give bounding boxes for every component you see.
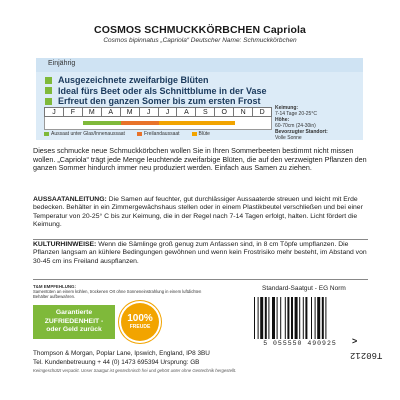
guarantee-line: oder Geld zurück: [46, 326, 102, 334]
legend-item: [192, 131, 210, 137]
sowing-heading: AUSSAATANLEITUNG:: [33, 196, 107, 203]
germination-value: 7-14 Tage 20-25°C: [275, 111, 317, 117]
calendar-month: S: [195, 107, 214, 117]
sowing-calendar: [44, 107, 272, 129]
germination-label: Keimung:: [275, 105, 299, 111]
feature-text: Erfreut den ganzen Somer bis zum ersten Frost: [58, 96, 261, 107]
packet-header: [0, 24, 400, 44]
divider: [33, 239, 368, 240]
barcode-image: [252, 297, 348, 339]
calendar-month: F: [63, 107, 82, 117]
height-label: Höhe:: [275, 117, 290, 123]
guarantee-line: Garantierte: [55, 309, 93, 317]
location-value: Volle Sonne: [275, 135, 302, 141]
badge-percent: 100%: [127, 313, 153, 324]
address-line: Tel. Kundenbetreuung + 44 (0) 1473 695394 Ursprung: GB: [33, 358, 200, 366]
product-subtitle: Cosmos bipinnatus „Capriola“ Deutscher Name: Schmuckkörbchen: [103, 37, 297, 44]
calendar-bar: [121, 121, 159, 125]
growing-info: [275, 105, 363, 141]
feature-text: Ausgezeichnete zweifarbige Blüten: [58, 75, 209, 86]
bullet-square-icon: [45, 77, 52, 84]
joy-badge: [121, 303, 159, 341]
feature-item: [45, 75, 365, 86]
calendar-legend: [44, 131, 272, 137]
calendar-bar: [159, 121, 235, 125]
calendar-month: J: [44, 107, 63, 117]
bullet-square-icon: [45, 98, 52, 105]
footer-note: Keimgeschützt verpackt. Unser Saatgut ist gentechnisch frei und gehört unter ohne Gentechnik hergestellt.: [33, 368, 237, 373]
legend-swatch: [137, 132, 142, 136]
calendar-month: A: [101, 107, 120, 117]
height-value: 60-70cm (24-30in): [275, 123, 316, 129]
address-line: Thompson & Morgan, Poplar Lane, Ipswich, England, IP8 3BU: [33, 350, 210, 357]
feature-item: [45, 86, 365, 97]
calendar-month: M: [82, 107, 101, 117]
company-address: [33, 350, 210, 367]
legend-swatch: [192, 132, 197, 136]
calendar-bars: [44, 117, 272, 130]
legend-swatch: [44, 132, 49, 136]
bullet-square-icon: [45, 87, 52, 94]
tm-text: Samentüten an einem kühlen, trockenen Ort ohne Sonneneinstrahlung in einem luftdichten Behälter aufbewahren.: [33, 289, 202, 299]
calendar-month: N: [233, 107, 252, 117]
barcode-mark: >: [352, 336, 358, 346]
product-code: T60212: [350, 350, 383, 360]
calendar-month: A: [176, 107, 195, 117]
calendar-month: J: [139, 107, 158, 117]
seed-standard: Standard-Saatgut - EG Norm: [262, 285, 346, 292]
tm-heading: T&M EMPFEHLUNG:: [33, 284, 76, 289]
product-description: Dieses schmucke neue Schmuckkörbchen wollen Sie in Ihren Sommerbeeten bestimmt nicht missen wollen. „Capriola“ trägt jede Menge leuchtende zweifarbige Blüten, die auf den verzweigten Pflanzen den ganzen Sommer hindurch immer neu produziert werden. Einfach aus Samen zu ziehen.: [33, 146, 367, 173]
tm-recommendation: [33, 284, 218, 299]
legend-label: Blüte: [198, 131, 210, 137]
legend-item: [137, 131, 180, 137]
calendar-month: J: [158, 107, 177, 117]
calendar-month: M: [120, 107, 139, 117]
legend-label: Freilandaussaat: [143, 131, 180, 137]
badge-word: FREUDE: [129, 324, 151, 330]
calendar-months: [44, 107, 272, 117]
legend-label: Aussaat unter Glas/Innenaussaat: [51, 131, 125, 137]
feature-list: [45, 75, 365, 107]
info-panel-top: [36, 58, 363, 72]
barcode-number: 5 055550 490925: [263, 340, 337, 347]
product-title: COSMOS SCHMUCKKÖRBCHEN Capriola: [94, 24, 306, 36]
sowing-instructions: [33, 196, 368, 229]
calendar-bar: [83, 121, 121, 125]
calendar-month: D: [252, 107, 272, 117]
guarantee-box: [33, 305, 115, 339]
divider: [33, 279, 368, 280]
culture-notes: [33, 241, 368, 266]
calendar-month: O: [214, 107, 233, 117]
location-label: Bevorzugter Standort:: [275, 129, 328, 135]
legend-item: [44, 131, 125, 137]
guarantee-line: ZUFRIEDENHEIT -: [44, 317, 104, 325]
culture-text: Wenn die Sämlinge groß genug zum Anfassen sind, in 8 cm Töpfe umpflanzen. Die Pflanzen langsam an kühlere Bedingungen gewöhnen und wenn kein Frostrisiko mehr besteht, im Abstand von 30-45 cm ins Freiland auspflanzen.: [33, 241, 367, 265]
culture-heading: KULTURHINWEISE:: [33, 241, 97, 248]
sowing-text: Die Samen auf feuchter, gut durchlässiger Aussaaterde streuen und leicht mit Erde bedecken. Behälter in ein Zimmergewächshaus stellen oder in einem Plastikbeutel verschließen und bei einer Temperatur von 20-25° C bis zur Keimung, die in der Regel nach 7-14 Tagen erfolgt, halten. Licht fördert die Keimung.: [33, 196, 363, 228]
feature-text: Ideal fürs Beet oder als Schnittblume in der Vase: [58, 85, 267, 96]
annual-label: Einjährig: [48, 60, 76, 67]
